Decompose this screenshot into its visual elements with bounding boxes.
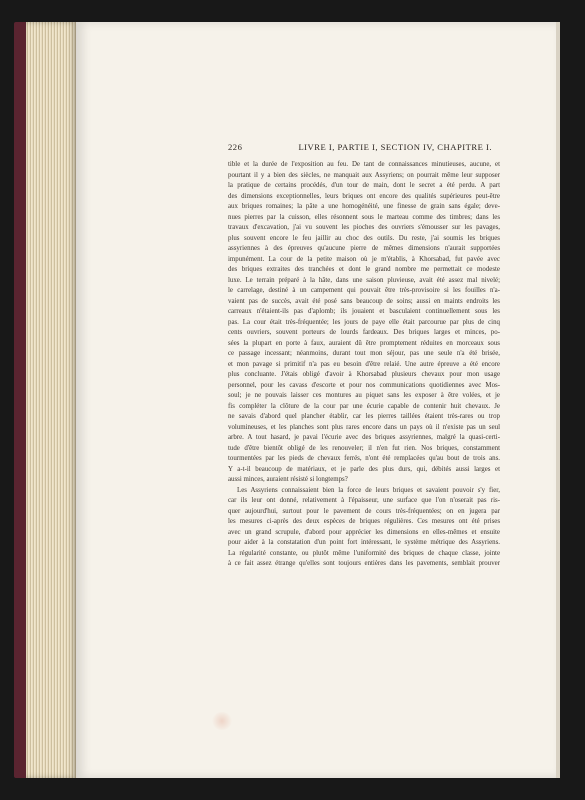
- text-line: à ce fait assez étrange qu'elles sont toujours entières dans les pavements, semblait prouver: [228, 560, 500, 567]
- text-line: travaux d'excavation, j'ai vu souvent les pioches des ouvriers s'émousser sur les pavages,: [228, 224, 500, 231]
- text-line: quer aujourd'hui, surtout pour le pavement de cours très-fréquentées; on en jugera par: [228, 507, 500, 515]
- text-line: Les Assyriens connaissaient bien la force de leurs briques et savaient pouvoir s'y fier,: [237, 486, 500, 494]
- text-line: La régularité constante, ou plutôt même l'uniformité des briques de chaque classe, jointe: [228, 549, 500, 557]
- text-line: car ils leur ont donné, relativement à l'épaisseur, une surface que l'on n'oserait pas ris-: [228, 497, 500, 504]
- text-line: aux briques romaines; la pâte a une homogénéité, une finesse de grain sans égale; deve-: [228, 203, 500, 210]
- text-line: des dimensions exceptionnelles, leurs briques ont encore des qualités supérieures peut-être: [228, 192, 500, 200]
- text-line: pour aider à la constatation d'un point fort intéressant, le système métrique des Assyriens.: [228, 539, 500, 546]
- text-line: arbre. A tout hasard, je pavai l'écurie avec des briques assyriennes, malgré la quasi-certi-: [228, 434, 500, 441]
- text-line: luxe. Le terrain préparé à la hâte, dans une saison pluvieuse, avait été assez mal nivelé;: [228, 276, 500, 284]
- text-line: avec un grand scrupule, d'abord pour apprécier les dimensions en elles-mêmes et ensuite: [228, 528, 500, 536]
- text-line: tourmentées par les pieds de chevaux ferrés, n'ont été remplacées qu'au bout de trois ans.: [228, 455, 500, 462]
- text-line: et mon pavage si primitif n'a pas eu besoin d'être relaié. Une autre épreuve a été encore: [228, 360, 500, 368]
- text-line: cents ouvriers, souvent porteurs de lourds fardeaux. Des briques larges et minces, po-: [228, 329, 500, 336]
- text-line: pourtant il y a bien des siècles, ne manquait aux Assyriens; on pourrait même leur supposer: [228, 171, 500, 179]
- text-line: carreaux n'étaient-ils pas d'aplomb; ils jouaient et basculaient continuellement sous les: [228, 308, 500, 315]
- text-line: fis compléter la clôture de la cour par une écurie capable de contenir huit chevaux. Je: [228, 402, 500, 410]
- text-line: tude d'être bientôt obligé de les renouveler; il n'en fut rien. Nos briques, constamment: [228, 444, 500, 452]
- text-line: sées la plupart en porte à faux, auraient dû être promptement réduites en morceaux sous: [228, 339, 500, 347]
- text-line: Y a-t-il beaucoup de matériaux, et je parle des plus durs, qui, débités aussi larges et: [228, 465, 500, 473]
- running-header: [228, 142, 492, 156]
- text-line: nues pierres par la cuisson, elles résonnent sous le marteau comme des timbres; dans les: [228, 213, 500, 221]
- text-line: la pratique de certains procédés, d'un tour de main, dont le secret a été perdu. A part: [228, 182, 500, 189]
- text-line: personnel, pour les cavass d'escorte et pour nos communications quotidiennes avec Mos-: [228, 381, 500, 389]
- paper-stain: [212, 712, 232, 730]
- text-line: vaient pas de succès, avait été posé sans beaucoup de soins; aussi en maints endroits les: [228, 297, 500, 305]
- text-line: le carrelage, destiné à un campement qui pouvait être très-provisoire si les fouilles n'a-: [228, 287, 500, 294]
- text-line: plus souvent encore le feu jaillir au choc des outils. Du reste, j'ai soumis les briques: [228, 234, 500, 242]
- text-line: ce passage incessant; néanmoins, durant tout mon séjour, pas une seule n'a été brisée,: [228, 350, 500, 357]
- text-line: des briques extraites des tranchées et dont le grand nombre me permettait ce modeste: [228, 266, 500, 273]
- text-line: pas. La cour était très-fréquentée; les jours de paye elle était parcourue par plus de cinq: [228, 318, 500, 326]
- text-line: les mesures ci-après des deux espèces de briques régulières. Ces mesures ont été prises: [228, 518, 500, 525]
- text-line: volumineuses, et les planches sont plus rares encore dans un pays où il n'existe pas un seul: [228, 423, 500, 431]
- text-line: ne savais d'abord quel plancher établir, car les pierres taillées étaient très-rares ou trop: [228, 413, 500, 420]
- running-title: LIVRE I, PARTIE I, SECTION IV, CHAPITRE I.: [298, 142, 492, 152]
- page-stack-edge: [26, 22, 76, 778]
- body-text: [228, 160, 500, 570]
- text-line: plus concluante. J'étais obligé d'avoir à Khorsabad plusieurs chevaux pour mon usage: [228, 371, 500, 378]
- text-line: aussi minces, auraient résisté si longtemps?: [228, 476, 348, 483]
- page-number: 226: [228, 142, 243, 152]
- page-right-edge: [556, 22, 560, 778]
- text-line: soul; je ne pouvais laisser ces montures au piquet sans les exposer à être volées, et je: [228, 392, 500, 399]
- text-line: assyriennes à des épreuves qu'aucune pierre de mêmes dimensions n'aurait supportées: [228, 245, 500, 252]
- text-line: tible et la durée de l'exposition au feu. De tant de connaissances minutieuses, aucune, et: [228, 161, 500, 168]
- text-line: impunément. La cour de la petite maison où je m'établis, à Khorsabad, fut pavée avec: [228, 255, 500, 263]
